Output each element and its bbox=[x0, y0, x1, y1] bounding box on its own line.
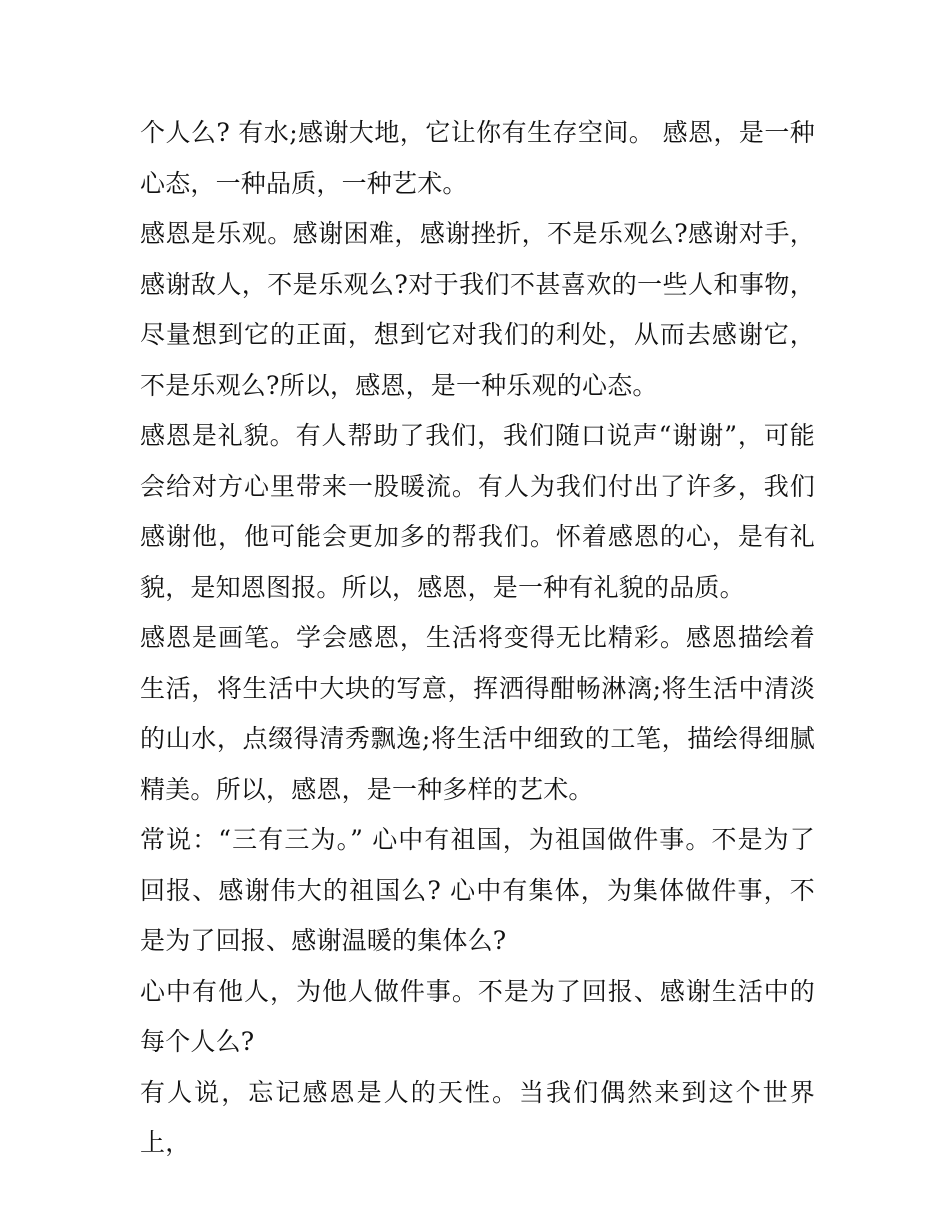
paragraph-7: 有人说，忘记感恩是人的天性。当我们偶然来到这个世界上， bbox=[140, 1077, 815, 1157]
paragraph-6: 心中有他人，为他人做件事。不是为了回报、感谢生活中的每个人么? bbox=[140, 976, 815, 1056]
paragraph-2: 感恩是乐观。感谢困难，感谢挫折，不是乐观么?感谢对手，感谢敌人，不是乐观么?对于我们不甚喜欢的一些人和事物，尽量想到它的正面，想到它对我们的利处，从而去感谢它，不是乐观么?所以，感恩，是一种乐观的心态。 bbox=[140, 219, 815, 400]
paragraph-1: 个人么? 有水;感谢大地，它让你有生存空间。 感恩，是一种心态，一种品质，一种艺术。 bbox=[140, 118, 815, 198]
paragraph-4: 感恩是画笔。学会感恩，生活将变得无比精彩。感恩描绘着生活，将生活中大块的写意，挥洒得酣畅淋漓;将生活中清淡的山水，点缀得清秀飘逸;将生活中细致的工笔，描绘得细腻精美。所以，感恩，是一种多样的艺术。 bbox=[140, 623, 815, 804]
paragraph-3: 感恩是礼貌。有人帮助了我们，我们随口说声“谢谢”，可能会给对方心里带来一股暖流。有人为我们付出了许多，我们感谢他，他可能会更加多的帮我们。怀着感恩的心，是有礼貌，是知恩图报。所以，感恩，是一种有礼貌的品质。 bbox=[140, 421, 815, 602]
document-body bbox=[140, 108, 815, 1169]
paragraph-5: 常说：“三有三为。” 心中有祖国，为祖国做件事。不是为了回报、感谢伟大的祖国么? 心中有集体，为集体做件事，不是为了回报、感谢温暖的集体么? bbox=[140, 825, 815, 955]
